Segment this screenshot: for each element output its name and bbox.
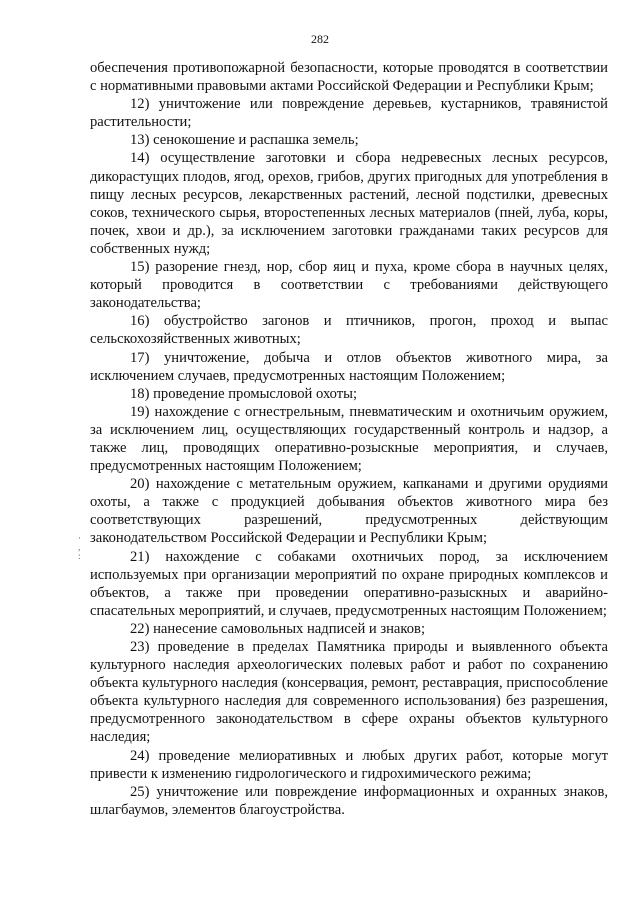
list-item-24: 24) проведение мелиоративных и любых других работ, которые могут привести к изменению гидрологического и гидрохимического режима;	[90, 747, 608, 782]
list-item-23: 23) проведение в пределах Памятника природы и выявленного объекта культурного наследия археологических полевых работ и работ по сохранению объекта культурного наследия (консервация, ремонт, реставрация, приспособление объекта культурного наследия для современного использования) без разрешения, предусмотренного законодательством в сфере охраны объектов культурного наследия;	[90, 639, 608, 746]
list-item-14: 14) осуществление заготовки и сбора недревесных лесных ресурсов, дикорастущих плодов, ягод, орехов, грибов, других пригодных для употребления в пищу лесных ресурсов, лекарственных растений, лесной подстилки, древесных соков, технического сырья, второстепенных лесных материалов (пней, луба, коры, почек, хвои и др.), за исключением заготовки гражданами таких ресурсов для собственных нужд;	[90, 150, 608, 257]
list-item-16: 16) обустройство загонов и птичников, прогон, проход и выпас сельскохозяйственных животных;	[90, 313, 608, 348]
list-item-18: 18) проведение промысловой охоты;	[130, 385, 358, 402]
list-item-25: 25) уничтожение или повреждение информационных и охранных знаков, шлагбаумов, элементов благоустройства.	[90, 783, 608, 818]
document-body	[90, 59, 608, 819]
list-item-20: 20) нахождение с метательным оружием, капканами и другими орудиями охоты, а также с продукцией добывания объектов животного мира без соответствующих разрешений, предусмотренных действующим законодательством Российской Федерации и Республики Крым;	[90, 476, 608, 547]
page-number: 282	[311, 32, 329, 46]
margin-marks: · , :	[78, 533, 81, 561]
list-item-19: 19) нахождение с огнестрельным, пневматическим и охотничьим оружием, за исключением лиц, осуществляющих государственный контроль и надзор, а также лиц, проводящих оперативно-розыскные мероприятия, и случаев, предусмотренных настоящим Положением;	[90, 403, 608, 475]
list-item-22: 22) нанесение самовольных надписей и знаков;	[130, 620, 426, 637]
list-item-17: 17) уничтожение, добыча и отлов объектов животного мира, за исключением случаев, предусмотренных настоящим Положением;	[90, 349, 608, 384]
list-item-12: 12) уничтожение или повреждение деревьев, кустарников, травянистой растительности;	[90, 96, 608, 131]
paragraph-continuation: обеспечения противопожарной безопасности, которые проводятся в соответствии с нормативными правовыми актами Российской Федерации и Республики Крым;	[90, 60, 608, 95]
list-item-13: 13) сенокошение и распашка земель;	[130, 132, 359, 149]
list-item-21: 21) нахождение с собаками охотничьих пород, за исключением используемых при организации мероприятий по охране природных комплексов и объектов, а также при проведении оперативно-разыскных и аварийно-спасательных мероприятий, и случаев, предусмотренных настоящим Положением;	[90, 548, 608, 619]
list-item-15: 15) разорение гнезд, нор, сбор яиц и пуха, кроме сбора в научных целях, который проводится в соответствии с требованиями действующего законодательства;	[90, 259, 608, 312]
